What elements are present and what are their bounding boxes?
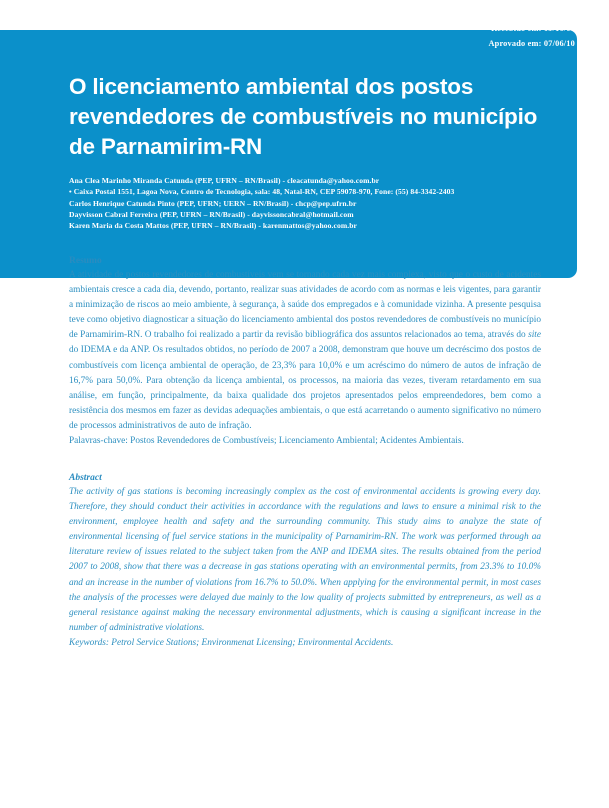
author-line: Ana Clea Marinho Miranda Catunda (PEP, UFRN – RN/Brasil) - cleacatunda@yahoo.com.br [69,176,380,185]
approved-date: Aprovado em: 07/06/10 [488,39,575,48]
resumo-paragraph [69,268,541,434]
resumo-keywords: Palavras-chave: Postos Revendedores de Combustíveis; Licenciamento Ambiental; Acidentes Ambientais. [69,436,464,447]
author-line: Dayvisson Cabral Ferreira (PEP, UFRN – RN/Brasil) - dayvissoncabral@hotmail.com [69,209,354,219]
resumo-heading: Resumo [69,256,102,266]
author-address-line: • Caixa Postal 1551, Lagoa Nova, Centro de Tecnologia, sala: 48, Natal-RN, CEP 59078-970, Fone: (55) 84-3342-2403 [69,187,455,197]
author-list [69,175,549,231]
resumo-section [69,256,541,449]
resumo-text-part2: do IDEMA e da ANP. Os resultados obtidos, no período de 2007 a 2008, demonstram que houve um decréscimo dos postos de combustíveis com licença ambiental de operação, de 23,3% para 10,0% e um acréscimo do número de autos de infração de 16,7% para 50,0%. Para obtenção da licença ambiental, os processos, na maioria das vezes, tiveram retardamento em sua análise, em função, principalmente, da baixa qualidade dos projetos apresentados pelos empreendedores, bem como a resistência dos mesmos em fazer as devidas adequações ambientais, o que está acarretando o aumento significativo no número de processos administrativos de auto de infração. [69,345,541,431]
resumo-italic-site: site [528,330,541,341]
abstract-section [69,473,541,651]
abstract-heading: Abstract [69,473,102,483]
abstract-keywords: Keywords: Petrol Service Stations; Environmenat Licensing; Environmental Accidents. [69,637,394,648]
abstract-paragraph: The activity of gas stations is becoming increasingly complex as the cost of environmental accidents is growing every day. Therefore, they should conduct their activities in accordance with the regulations and laws to ensure a minimal risk to the environment, employee health and safety and the surrounding community. This study aims to analyze the state of environmental licensing of fuel service stations in the municipality of Parnamirim-RN. The work was performed through aa literature review of issues related to the subject taken from the ANP and IDEMA sites. The results obtained from the period 2007 to 2008, show that there was a decrease in gas stations operating with an environmental permits, from 23.3% to 10.0% and an increase in the number of violations from 16.7% to 50.0%. When applying for the environmental permit, in most cases the analysis of the processes were delayed due mainly to the low quality of projects submitted by entrepreneurs, as well as a general resistance against making the necessary environmental adjustments, which is causing a significant increase in the number of administrative violations. [69,487,541,633]
received-date: Recebido em: 09/10/08 [491,24,575,33]
submission-dates [488,21,575,51]
author-line: Carlos Henrique Catunda Pinto (PEP, UFRN; UERN – RN/Brasil) - chcp@pep.ufrn.br [69,198,357,208]
author-line: Karen Maria da Costa Mattos (PEP, UFRN – RN/Brasil) - karenmattos@yahoo.com.br [69,221,357,231]
resumo-text-part1: A atividade de postos revendedores de combustíveis vem se tornando cada vez mais complexa, visto que o custo de acidentes ambientais cresce a cada dia, devendo, portanto, realizar suas atividades de acordo com as normas e leis vigentes, para garantir a minimização de riscos ao meio ambiente, à segurança, à saúde dos empregados e à comunidade vizinha. A presente pesquisa teve como objetivo diagnosticar a situação do licenciamento ambiental dos postos revendedores de combustíveis no município de Parnamirim-RN. O trabalho foi realizado a partir da revisão bibliográfica dos assuntos relacionados ao tema, através do [69,270,541,341]
page-title: O licenciamento ambiental dos postos revendedores de combustíveis no município de Parnamirim-RN [69,74,538,160]
